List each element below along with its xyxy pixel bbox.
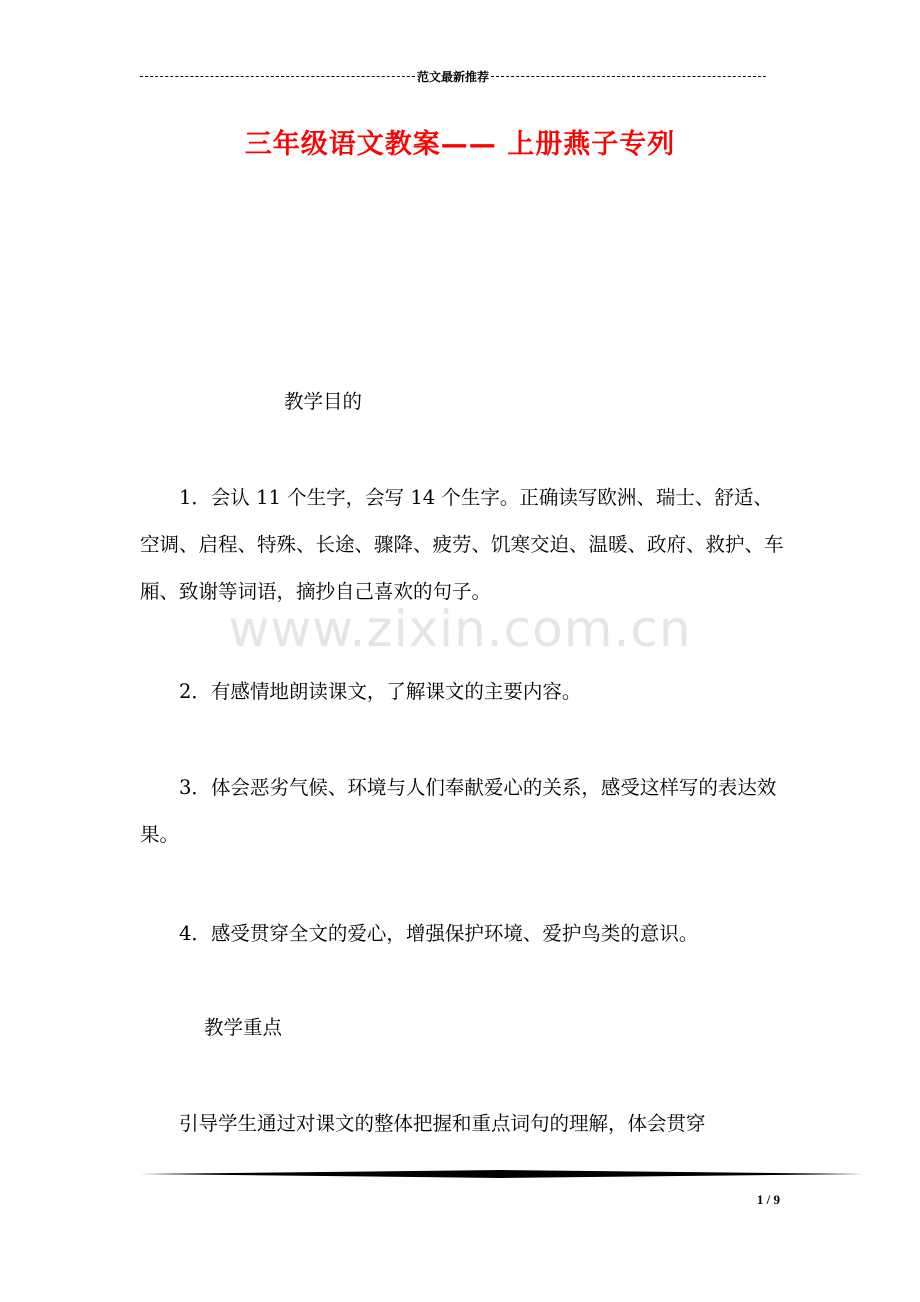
- header-label: 范文最新推荐: [417, 69, 490, 84]
- page-header: [140, 68, 766, 84]
- objective-3: 3．体会恶劣气候、环境与人们奉献爱心的关系，感受这样写的表达效果。: [140, 776, 777, 846]
- watermark: www.zixin.com.cn: [228, 600, 692, 658]
- page-number: 1 / 9: [756, 1192, 780, 1207]
- key-points-text: 引导学生通过对课文的整体把握和重点词句的理解，体会贯穿: [179, 1112, 706, 1135]
- document-title: 三年级语文教案—— 上册燕子专列: [244, 129, 676, 160]
- objective-1: 1．会认 11 个生字，会写 14 个生字。正确读写欧洲、瑞士、舒适、空调、启程、特殊、长途、骤降、疲劳、饥寒交迫、温暖、政府、救护、车厢、致谢等词语，摘抄自己喜欢的句子。: [140, 486, 784, 603]
- header-dash-right: [491, 76, 766, 77]
- objectives-heading: 教学目的: [284, 390, 363, 413]
- header-dash-left: [140, 76, 415, 77]
- objective-4: 4．感受贯穿全文的爱心，增强保护环境、爱护鸟类的意识。: [179, 922, 699, 945]
- footer-rule: [140, 1170, 864, 1178]
- objective-2: 2．有感情地朗读课文，了解课文的主要内容。: [179, 680, 582, 703]
- key-points-heading: 教学重点: [204, 1016, 283, 1039]
